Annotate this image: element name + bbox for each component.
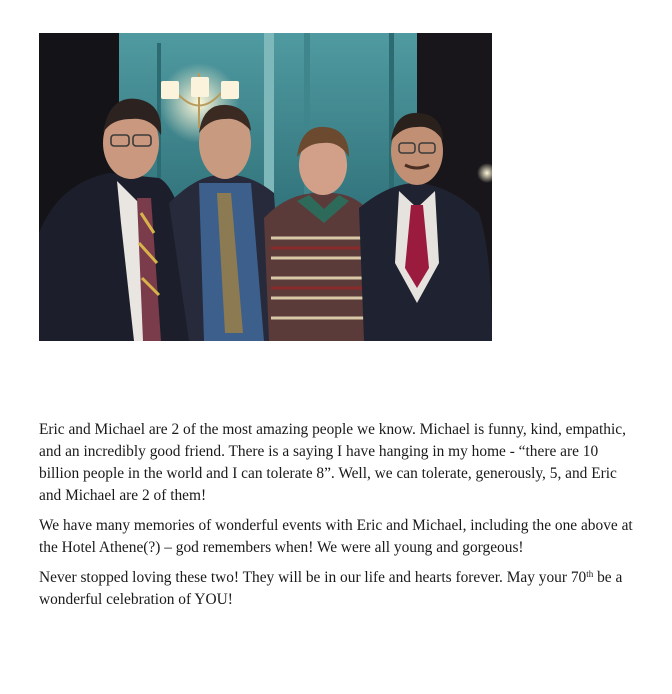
ordinal-suffix: th — [586, 569, 594, 579]
paragraph-3-end: be a wonderful celebration of YOU! — [39, 569, 623, 608]
paragraph-3-start: Never stopped loving these two! They will be in our life and hearts forever. May your 70 — [39, 569, 587, 586]
paragraph-2: We have many memories of wonderful events with Eric and Michael, including the one above at the Hotel Athene(?) – god remembers when! We were all young and gorgeous! — [39, 517, 633, 556]
letter-text — [39, 419, 639, 619]
group-photo — [39, 33, 492, 341]
paragraph-1: Eric and Michael are 2 of the most amazing people we know. Michael is funny, kind, empathic, and an incredibly good friend. There is a saying I have hanging in my home - “there are 10 billion people in the world and I can tolerate 8”. Well, we can tolerate, generously, 5, and Eric and Michael are 2 of them! — [39, 421, 626, 504]
paragraph-3 — [39, 567, 639, 611]
